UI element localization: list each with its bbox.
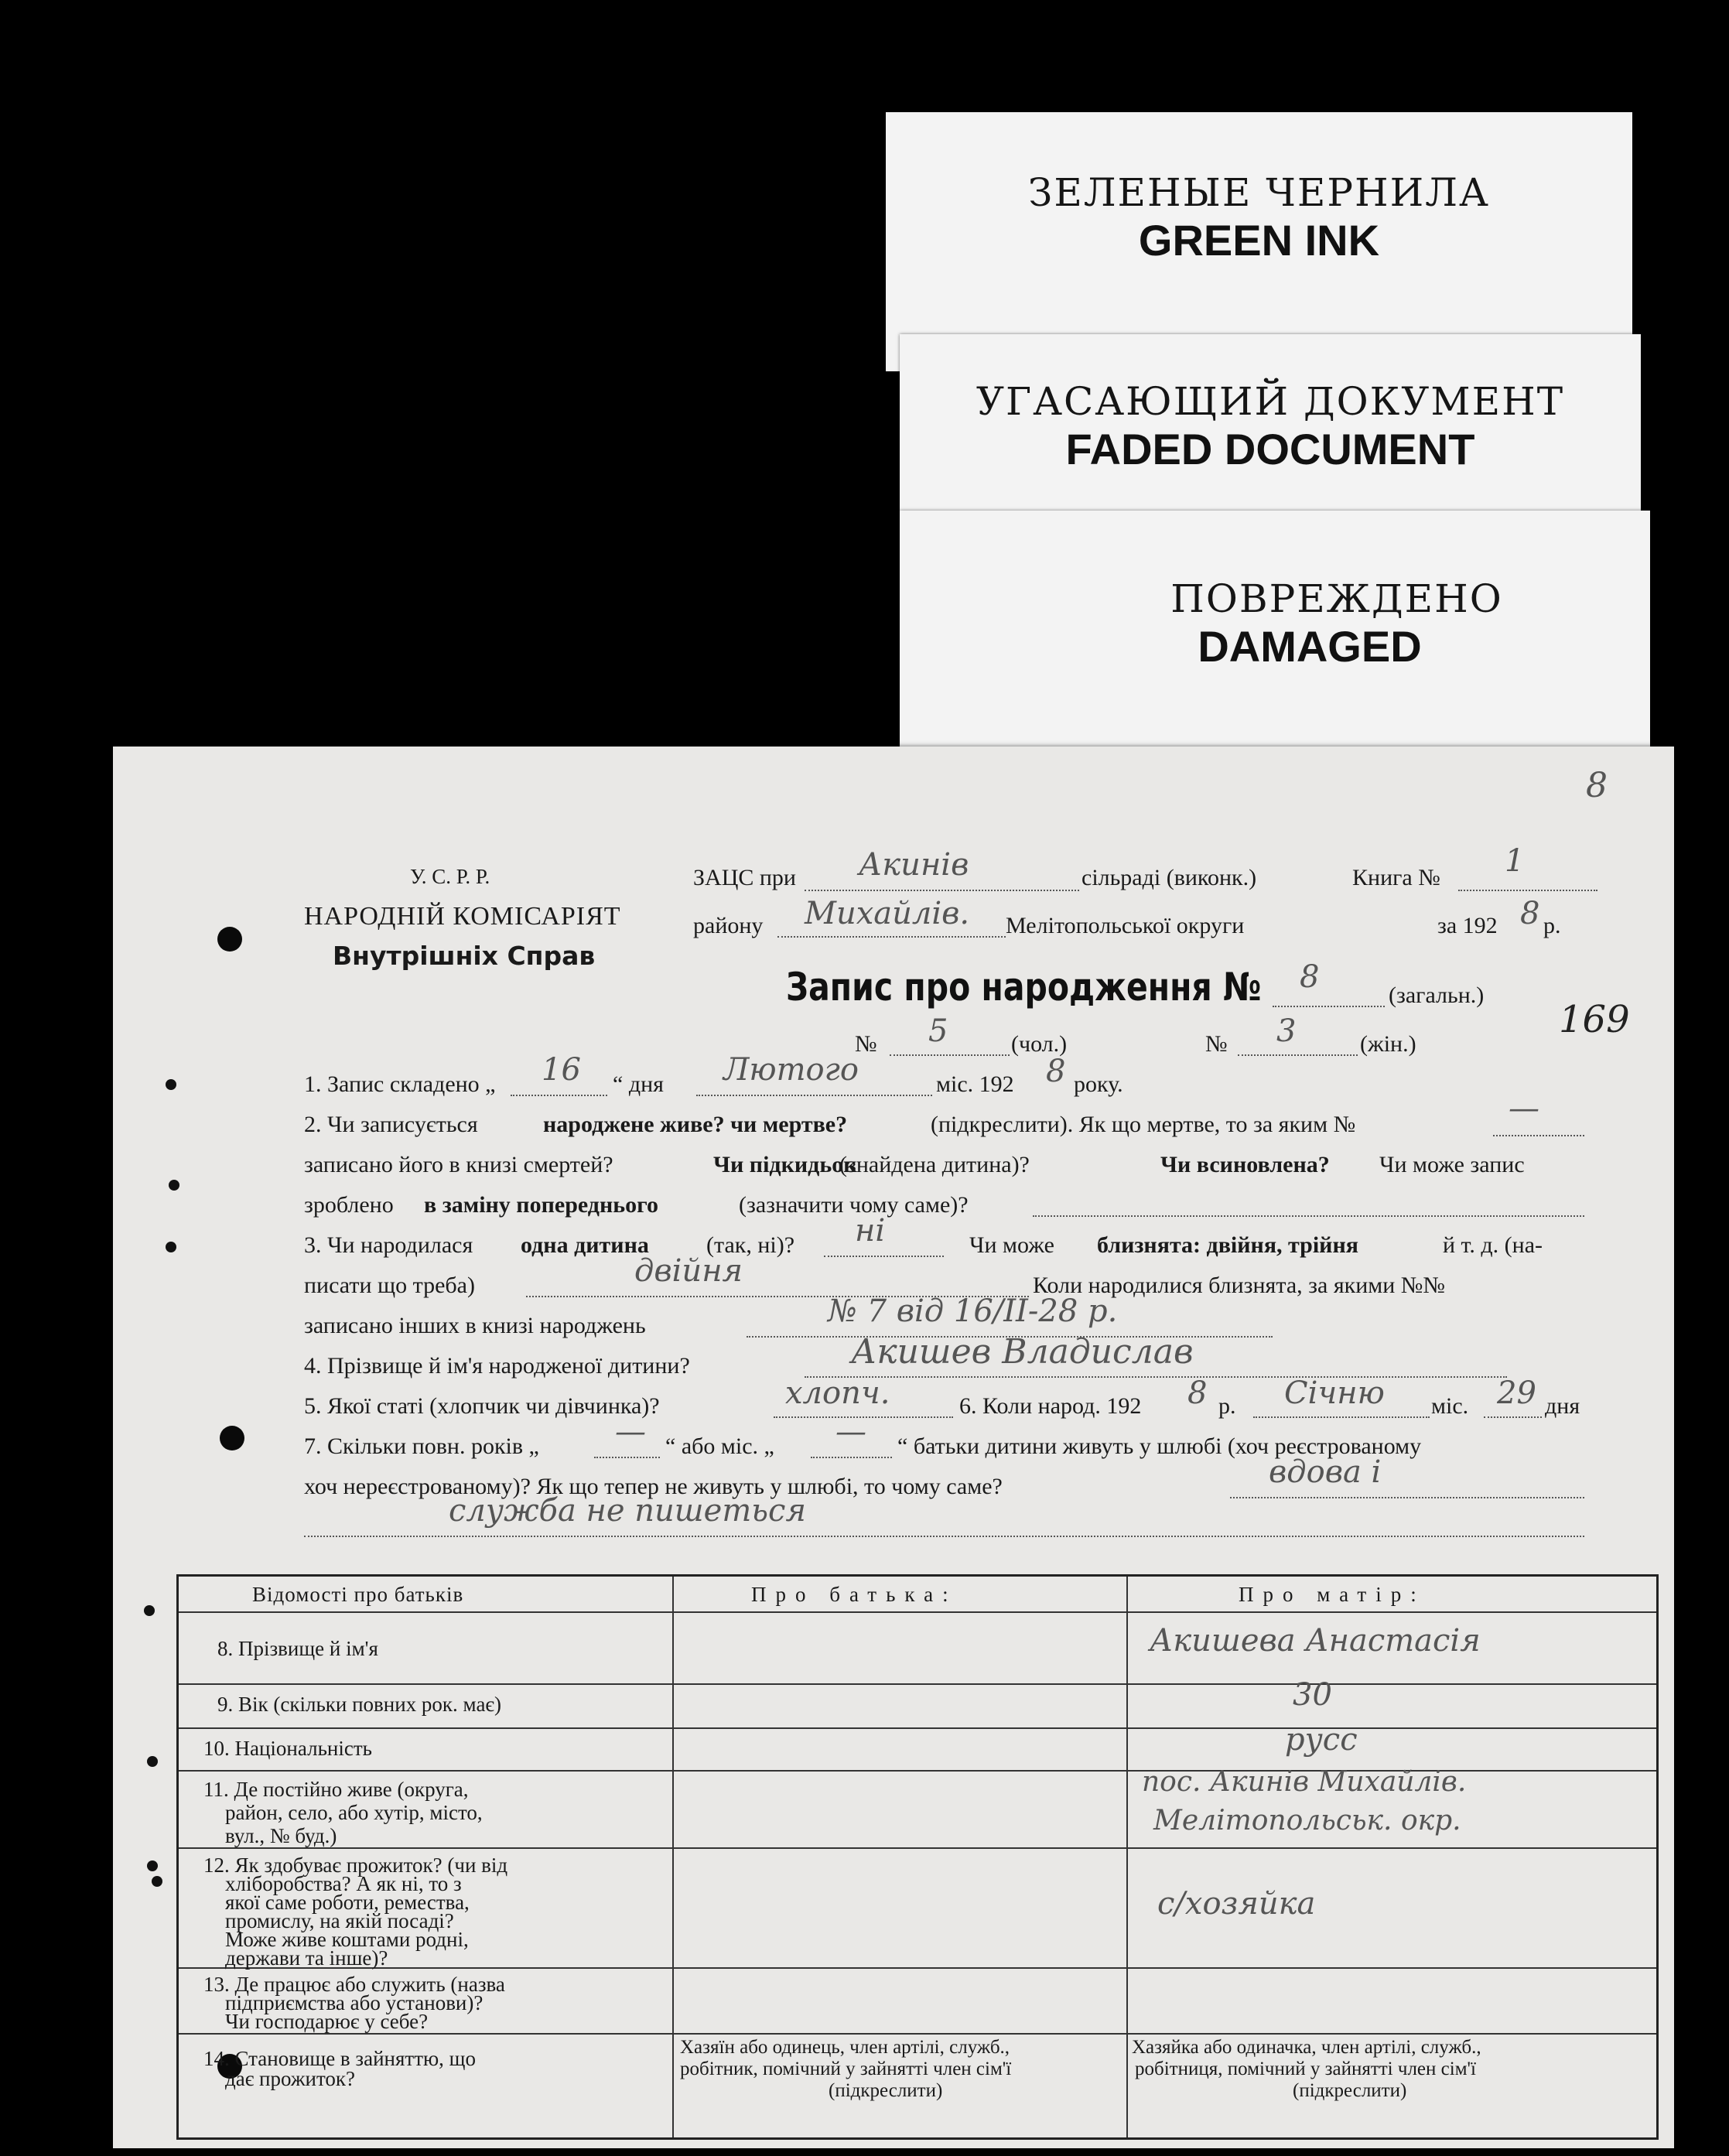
row13-label-3: Чи господарює у себе? [225,2010,429,2033]
child-name-value: Акишев Владислав [851,1332,1194,1372]
row13-label-2: підприємства або установи)? [225,1991,484,2014]
row11-label-1: 11. Де постійно живе (округа, [203,1778,469,1801]
q2-line2e: Чи може запис [1379,1152,1525,1177]
mother-status-2: робітниця, помічний у зайнятті член сім'ї [1135,2059,1476,2079]
father-status-1: Хазяїн або одинець, член артілі, служб., [680,2037,1010,2058]
q2-rest: (підкреслити). Як що мертве, то за яким № [931,1112,1356,1137]
rec-year-digit: 8 [1046,1054,1066,1089]
row12-label-1: 12. Як здобуває прожиток? (чи від [203,1854,508,1877]
faded-document-label [900,334,1641,528]
col-divider [672,1577,674,2137]
month-field [696,1095,932,1096]
margin-mark [166,1242,176,1252]
punch-hole [220,1426,244,1450]
row-divider [179,1847,1656,1849]
male-no-value: 5 [928,1013,948,1049]
row11-label-2: район, село, або хутір, місто, [225,1801,483,1824]
q7-line2: хоч нереєстрованому)? Як що тепер не живуть у шлюбі, то чому саме? [304,1474,1003,1499]
faded-doc-ru: УГАСАЮЩИЙ ДОКУМЕНТ [976,379,1565,424]
year-digit: 8 [1520,896,1540,931]
q3-twins: близнята: двійня, трійня [1097,1232,1358,1258]
q7-rest: “ батьки дитини живуть у шлюбі (хоч реєстрованому [897,1433,1422,1459]
margin-number: 169 [1559,998,1630,1041]
q2-line3a: зроблено [304,1192,394,1218]
q2-alive-dead: народжене живе? чи мертве? [543,1112,848,1137]
row11-label-3: вул., № буд.) [225,1824,337,1847]
margin-mark [144,1605,155,1616]
q7-label: 7. Скільки повн. років „ [304,1433,539,1459]
silradi-label: сільраді (виконк.) [1081,865,1257,890]
rayon-value: Михайлів. [805,896,970,931]
q6-mis: міс. [1431,1393,1469,1419]
reason-field [1230,1497,1584,1498]
row12-label-5: Може живе коштами родні, [225,1928,469,1951]
q2-foundling: Чи підкидьок [713,1152,857,1177]
green-ink-label [886,112,1632,371]
q6-r: р. [1218,1393,1236,1419]
q3-yes-no: (так, ні)? [706,1232,795,1258]
q6-label: 6. Коли народ. 192 [959,1393,1142,1419]
row-divider [179,1727,1656,1729]
damaged-ru: ПОВРЕЖДЕНО [1170,576,1503,621]
org-commissariat: НАРОДНІЙ КОМІСАРІЯТ [304,902,621,931]
rayon-label: району [693,913,764,938]
row12-label-6: держави та інше)? [225,1946,388,1970]
replacement-field [1033,1215,1584,1217]
mother-age-value: 30 [1293,1677,1332,1713]
margin-mark [152,1876,162,1887]
reason-value-2: служба не пишеться [449,1493,806,1529]
q2-adopted: Чи всиновлена? [1160,1152,1330,1177]
birth-month-value: Січню [1284,1375,1385,1411]
mother-addr-2: Мелітопольськ. окр. [1153,1805,1461,1837]
q3-line2b: Коли народилися близнята, за якими №№ [1033,1273,1446,1298]
row9-label: 9. Вік (скільки повних рок. має) [217,1693,502,1716]
row-divider [179,1683,1656,1685]
record-title: Запис про народження № [786,965,1262,1010]
table-header-info: Відомості про батьків [252,1583,464,1606]
okrug-label: Мелітопольської округи [1006,913,1245,938]
mother-status-3: (підкреслити) [1293,2080,1407,2101]
q1-dnya: “ дня [613,1071,664,1097]
q3-chy-mozhe: Чи може [969,1232,1054,1258]
punch-hole [217,927,242,952]
village-value: Акинів [859,847,969,883]
za-rik-label: за 192 [1437,913,1498,938]
org-internal-affairs: Внутрішніх Справ [333,941,596,971]
day-field [511,1095,607,1096]
record-no-field [1273,1006,1385,1007]
male-no-field [890,1054,1010,1056]
row-divider [179,1967,1656,1969]
q1-label: 1. Запис складено „ [304,1071,496,1097]
table-header-father: Про батька: [751,1583,958,1606]
zags-label: ЗАЦС при [693,865,796,890]
q3-line2a: писати що треба) [304,1273,475,1298]
q4-label: 4. Прізвище й ім'я народженої дитини? [304,1353,690,1379]
twins-no-value: № 7 від 16/ІІ-28 р. [828,1293,1118,1329]
child-name-field [805,1376,1507,1378]
row-divider [179,1611,1656,1613]
q6-dnya: дня [1545,1393,1580,1419]
father-status-3: (підкреслити) [829,2080,943,2101]
org-ussr: У. С. Р. Р. [410,865,490,888]
reason-field-2 [304,1536,1584,1537]
mother-name-value: Акишева Анастасія [1150,1623,1481,1659]
row12-label-2: хліборобства? А як ні, то з [225,1872,462,1895]
record-no-value: 8 [1300,959,1320,995]
q2-line2a: записано його в книзі смертей? [304,1152,613,1177]
male-no-label: № [855,1031,877,1057]
years-value: — [615,1414,646,1450]
month-value: Лютого [723,1052,859,1088]
mother-nat-value: русс [1285,1722,1358,1758]
zahaln-label: (загальн.) [1389,982,1485,1008]
q2-line3c: (зазначити чому саме)? [739,1192,969,1218]
q2-label: 2. Чи записується [304,1112,478,1137]
row13-label-1: 13. Де працює або служить (назва [203,1973,505,1996]
years-field [594,1457,660,1458]
book-no-field [1458,890,1597,891]
rik-r: р. [1543,913,1561,938]
q3-line3a: записано інших в книзі народжень [304,1313,646,1338]
months-field [811,1457,892,1458]
mother-work-value: с/хозяйка [1157,1886,1316,1922]
row14-label-1: 14. Становище в зайняттю, що [203,2047,476,2070]
reason-value-1: вдова і [1269,1454,1382,1490]
birth-day-field [1484,1416,1542,1418]
rayon-field [777,936,1006,938]
q3-etc: й т. д. (на- [1443,1232,1543,1258]
col-divider [1126,1577,1128,2137]
female-no-label: № [1205,1031,1228,1057]
damaged-label [900,511,1650,758]
female-no-value: 3 [1276,1013,1297,1049]
row14-label-2: дає прожиток? [225,2067,355,2090]
parents-table [176,1574,1659,2140]
sex-value: хлопч. [785,1375,890,1411]
mother-status-1: Хазяйка або одиначка, член артілі, служб., [1132,2037,1481,2058]
chol-label: (чол.) [1011,1031,1068,1057]
green-ink-ru: ЗЕЛЕНЫЕ ЧЕРНИЛА [1028,170,1490,215]
father-status-2: робітник, помічний у зайнятті член сім'ї [680,2059,1012,2079]
q2-replacement: в заміну попереднього [424,1192,659,1218]
birth-day-value: 29 [1497,1375,1536,1411]
q1-mis: міс. 192 [936,1071,1014,1097]
table-header-mother: Про матір: [1239,1583,1426,1606]
corner-number: 8 [1586,766,1608,805]
death-no-field [1493,1135,1584,1136]
one-child-field [824,1256,944,1257]
margin-mark [166,1079,176,1090]
green-ink-en: GREEN INK [1138,216,1380,265]
damaged-en: DAMAGED [1198,622,1422,671]
zhin-label: (жін.) [1360,1031,1416,1057]
book-no-value: 1 [1505,843,1525,879]
row10-label: 10. Національність [203,1737,372,1760]
margin-mark [147,1860,158,1871]
q3-one-child: одна дитина [521,1232,649,1258]
day-value: 16 [542,1052,581,1088]
q2-line2c: (знайдена дитина)? [839,1152,1030,1177]
q7-abo-mis: “ або міс. „ [665,1433,774,1459]
months-value: — [835,1414,866,1450]
q1-roku: року. [1074,1071,1123,1097]
row8-label: 8. Прізвище й ім'я [217,1637,378,1660]
mother-addr-1: пос. Акинів Михайлів. [1142,1766,1467,1798]
row12-label-3: якої саме роботи, ремества, [225,1891,470,1914]
margin-mark [147,1756,158,1767]
birth-month-field [1253,1416,1430,1418]
margin-mark [169,1180,179,1191]
female-no-field [1238,1054,1358,1056]
death-no-value: — [1509,1091,1539,1126]
knyha-label: Книга № [1352,865,1440,890]
q3-label: 3. Чи народилася [304,1232,473,1258]
village-field [805,890,1079,891]
birth-year-digit: 8 [1187,1375,1208,1411]
one-child-value: ні [855,1213,886,1249]
faded-doc-en: FADED DOCUMENT [1065,425,1475,473]
q5-label: 5. Якої статі (хлопчик чи дівчинка)? [304,1393,660,1419]
row12-label-4: промислу, на якій посаді? [225,1909,454,1932]
twins-value: двійня [634,1253,743,1289]
